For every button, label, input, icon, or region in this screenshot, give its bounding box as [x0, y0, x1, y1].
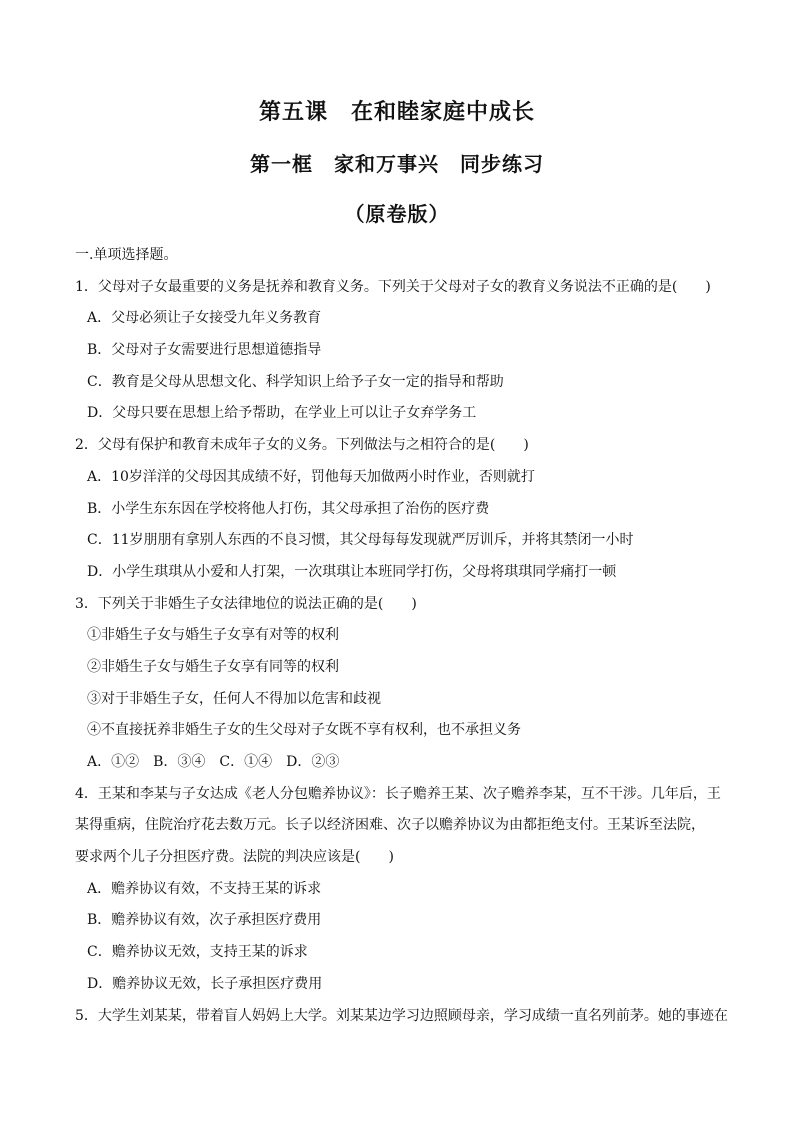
option-d: D．小学生琪琪从小爱和人打架，一次琪琪让本班同学打伤，父母将琪琪同学痛打一顿	[87, 563, 617, 580]
question-stem: 5．大学生刘某某，带着盲人妈妈上大学。刘某某边学习边照顾母亲，学习成绩一直名列前茅。她的事迹在	[75, 1007, 728, 1024]
question-stem-line-1: 4．王某和李某与子女达成《老人分包赡养协议》：长子赡养王某、次子赡养李某，互不干涉。几年后，王	[75, 785, 721, 802]
question-2	[75, 430, 734, 588]
edition-label: （原卷版）	[344, 202, 450, 226]
option-c: C．教育是父母从思想文化、科学知识上给予子女一定的指导和帮助	[87, 373, 504, 390]
option-b: B．赡养协议有效，次子承担医疗费用	[87, 912, 322, 929]
options-line: A．①② B．③④ C．①④ D．②③	[87, 754, 340, 770]
statement-4: ④不直接抚养非婚生子女的生父母对子女既不享有权利，也不承担义务	[87, 722, 521, 739]
option-d: D．赡养协议无效，长子承担医疗费用	[87, 975, 323, 992]
section-heading: 一.单项选择题。	[75, 247, 178, 263]
question-stem: 3．下列关于非婚生子女法律地位的说法正确的是( )	[75, 595, 417, 612]
page-title: 第五课 在和睦家庭中成长	[258, 99, 535, 125]
statement-2: ②非婚生子女与婚生子女享有同等的权利	[87, 658, 339, 675]
question-stem-line-2: 某得重病，住院治疗花去数万元。长子以经济困难、次子以赡养协议为由都拒绝支付。王某诉至法院，	[75, 817, 705, 834]
option-a: A．父母必须让子女接受九年义务教育	[87, 310, 322, 327]
question-stem: 2．父母有保护和教育未成年子女的义务。下列做法与之相符合的是( )	[75, 437, 529, 454]
question-stem: 1．父母对子女最重要的义务是抚养和教育义务。下列关于父母对子女的教育义务说法不正确的是( )	[75, 278, 711, 295]
option-c: C．赡养协议无效，支持王某的诉求	[87, 944, 308, 961]
question-4	[75, 779, 734, 1001]
option-b: B．小学生东东因在学校将他人打伤，其父母承担了治伤的医疗费	[87, 500, 490, 517]
option-d: D．父母只要在思想上给予帮助，在学业上可以让子女弃学务工	[87, 405, 477, 422]
option-b: B．父母对子女需要进行思想道德指导	[87, 342, 322, 359]
question-5	[75, 1001, 734, 1033]
option-a: A．10岁洋洋的父母因其成绩不好，罚他每天加做两小时作业，否则就打	[87, 468, 535, 485]
option-c: C．11岁朋朋有拿别人东西的不良习惯，其父母每每发现就严厉训斥，并将其禁闭一小时	[87, 532, 634, 549]
statement-3: ③对于非婚生子女，任何人不得加以危害和歧视	[87, 690, 381, 707]
page-subtitle: 第一框 家和万事兴 同步练习	[250, 152, 544, 176]
question-stem-line-3: 要求两个儿子分担医疗费。法院的判决应该是( )	[75, 849, 394, 866]
option-a: A．赡养协议有效，不支持王某的诉求	[87, 880, 322, 897]
question-1	[75, 272, 734, 430]
exercise-content	[75, 240, 734, 1032]
statement-1: ①非婚生子女与婚生子女享有对等的权利	[87, 627, 339, 644]
title-block	[0, 0, 794, 234]
question-3	[75, 589, 734, 779]
